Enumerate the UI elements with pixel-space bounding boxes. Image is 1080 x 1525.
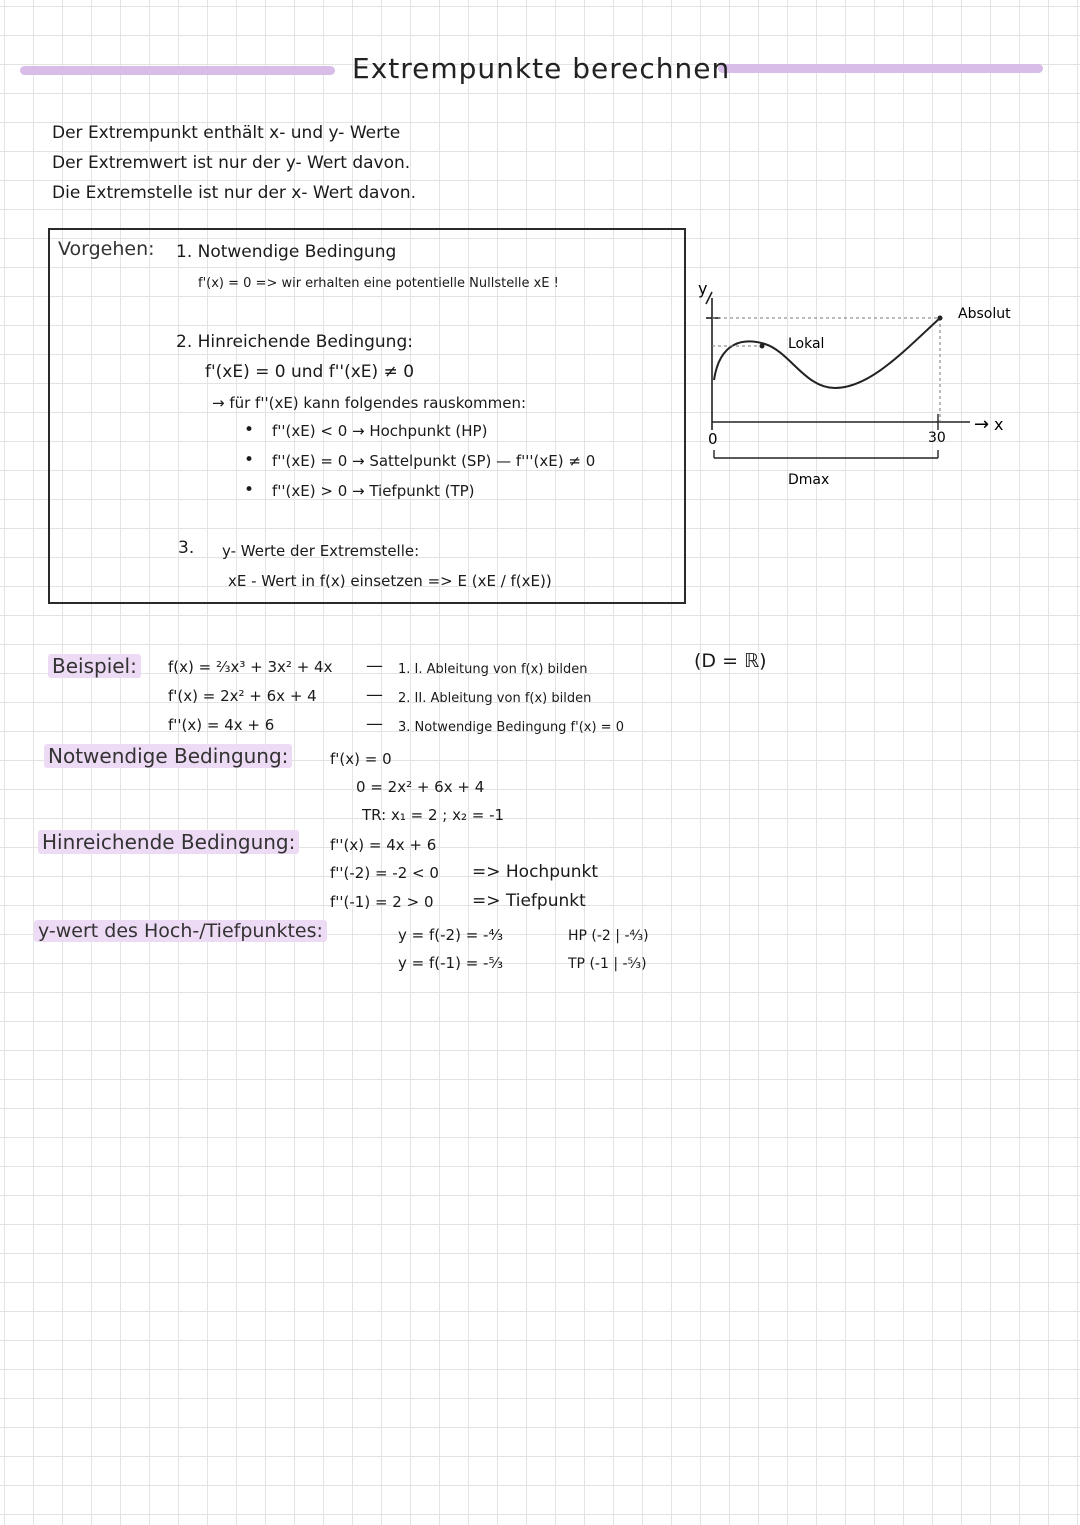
title-highlight-left [20,66,335,75]
absolut-label: Absolut [958,306,1011,322]
hinreichende-label: Hinreichende Bedingung: [38,830,299,854]
bullet-dot-2: • [244,450,255,470]
function-curve [714,318,940,388]
note-step-2: 2. II. Ableitung von f(x) bilden [398,691,592,706]
step2-title: 2. Hinreichende Bedingung: [176,332,413,352]
tick-30-label: 30 [928,430,946,446]
tiefpunkt-result: TP (-1 | -⁵⁄₃) [568,956,647,972]
intro-line-3: Die Extremstelle ist nur der x- Wert davon. [52,183,417,203]
note-step-1: 1. I. Ableitung von f(x) bilden [398,662,588,677]
notwendig-line-2: 0 = 2x² + 6x + 4 [356,778,485,796]
step3-line: xE - Wert in f(x) einsetzen => E (xE / f(xE)) [228,572,552,590]
bullet-tp: f''(xE) > 0 → Tiefpunkt (TP) [272,482,475,500]
notwendig-line-1: f'(x) = 0 [330,750,392,768]
step1-line: f'(x) = 0 => wir erhalten eine potentielle Nullstelle xE ! [198,276,559,291]
vorgehen-label: Vorgehen: [58,238,155,260]
y-axis-label: y [698,279,708,298]
local-max-point [760,344,765,349]
intro-line-1: Der Extrempunkt enthält x- und y- Werte [52,123,401,143]
note-dash-1: — [366,656,383,676]
domain-note: (D = ℝ) [694,650,767,672]
extremum-graph [690,270,1060,510]
notwendige-label: Notwendige Bedingung: [44,744,292,768]
step3-number: 3. [178,538,195,558]
intro-line-2: Der Extremwert ist nur der y- Wert davon. [52,153,411,173]
beispiel-label: Beispiel: [48,654,141,678]
bullet-dot-3: • [244,480,255,500]
page-title: Extrempunkte berechnen [352,52,731,85]
hinreichend-line-1: f''(x) = 4x + 6 [330,836,437,854]
hinreichend-line-3: f''(-1) = 2 > 0 [330,893,434,911]
dmax-label: Dmax [788,472,830,488]
bullet-hp: f''(xE) < 0 → Hochpunkt (HP) [272,422,488,440]
origin-label: 0 [708,430,718,448]
function-f2: f''(x) = 4x + 6 [168,716,275,734]
x-axis-arrow: → [974,414,990,435]
function-f: f(x) = ⅔x³ + 3x² + 4x [168,658,333,676]
ywert-label: y-wert des Hoch-/Tiefpunktes: [34,920,327,942]
x-axis-label: x [994,415,1004,434]
bullet-dot-1: • [244,420,255,440]
absolute-max-point [938,316,943,321]
step2-line2: → für f''(xE) kann folgendes rauskommen: [212,394,527,412]
ywert-line-2: y = f(-1) = -⁵⁄₃ [398,954,503,972]
hinreichend-result-2: => Hochpunkt [472,862,599,882]
title-highlight-right [718,64,1043,73]
step2-line1: f'(xE) = 0 und f''(xE) ≠ 0 [205,362,415,382]
hinreichend-result-3: => Tiefpunkt [472,891,586,911]
hochpunkt-result: HP (-2 | -⁴⁄₃) [568,928,649,944]
bullet-sp: f''(xE) = 0 → Sattelpunkt (SP) — f'''(xE) ≠ 0 [272,452,596,470]
lokal-label: Lokal [788,336,825,352]
note-step-3: 3. Notwendige Bedingung f'(x) = 0 [398,720,624,735]
function-f1: f'(x) = 2x² + 6x + 4 [168,687,317,705]
hinreichend-line-2: f''(-2) = -2 < 0 [330,864,439,882]
ywert-line-1: y = f(-2) = -⁴⁄₃ [398,926,503,944]
step1-title: 1. Notwendige Bedingung [176,242,397,262]
step3-title: y- Werte der Extremstelle: [222,542,420,560]
notwendig-line-3: TR: x₁ = 2 ; x₂ = -1 [362,806,505,824]
note-dash-3: — [366,714,383,734]
note-dash-2: — [366,685,383,705]
